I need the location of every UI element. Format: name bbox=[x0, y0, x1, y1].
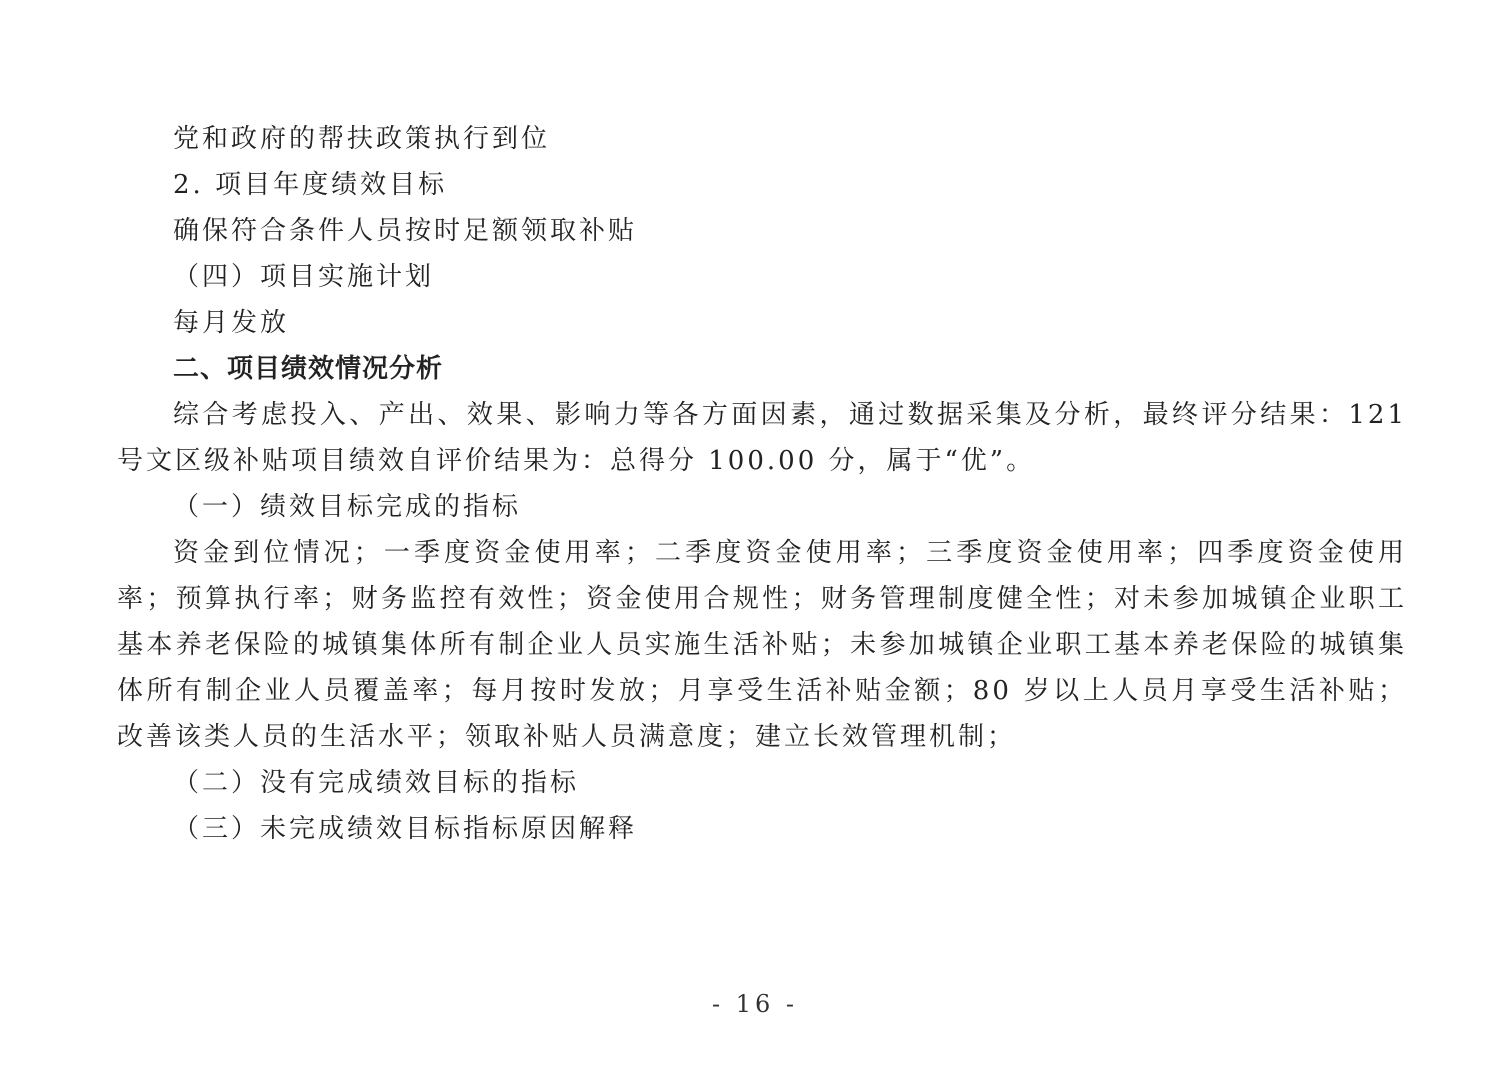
paragraph-evaluation-result: 综合考虑投入、产出、效果、影响力等各方面因素，通过数据采集及分析，最终评分结果：121号文区级补贴项目绩效自评价结果为：总得分 100.00 分，属于“优”。 bbox=[117, 400, 1407, 476]
paragraph-monthly-payment: 每月发放 bbox=[173, 308, 290, 338]
section-heading-performance-analysis: 二、项目绩效情况分析 bbox=[173, 354, 444, 384]
heading-completed-indicators: （一）绩效目标完成的指标 bbox=[173, 492, 522, 522]
paragraph-policy-implementation: 党和政府的帮扶政策执行到位 bbox=[173, 124, 551, 154]
heading-uncompleted-reasons: （三）未完成绩效目标指标原因解释 bbox=[173, 814, 638, 844]
paragraph-annual-target: 确保符合条件人员按时足额领取补贴 bbox=[173, 216, 638, 246]
paragraph-indicator-list: 资金到位情况；一季度资金使用率；二季度资金使用率；三季度资金使用率；四季度资金使用率；预算执行率；财务监控有效性；资金使用合规性；财务管理制度健全性；对未参加城镇企业职工基本养老保险的城镇集体所有制企业人员实施生活补贴；未参加城镇企业职工基本养老保险的城镇集体所有制企业人员覆盖率；每月按时发放；月享受生活补贴金额；80 岁以上人员月享受生活补贴；改善该类人员的生活水平；领取补贴人员满意度；建立长效管理机制； bbox=[117, 538, 1407, 752]
heading-implementation-plan: （四）项目实施计划 bbox=[173, 262, 435, 292]
page-number: - 16 - bbox=[711, 990, 798, 1018]
heading-uncompleted-indicators: （二）没有完成绩效目标的指标 bbox=[173, 768, 580, 798]
paragraph-annual-target-heading: 2. 项目年度绩效目标 bbox=[173, 170, 448, 200]
document-body bbox=[117, 116, 1407, 852]
